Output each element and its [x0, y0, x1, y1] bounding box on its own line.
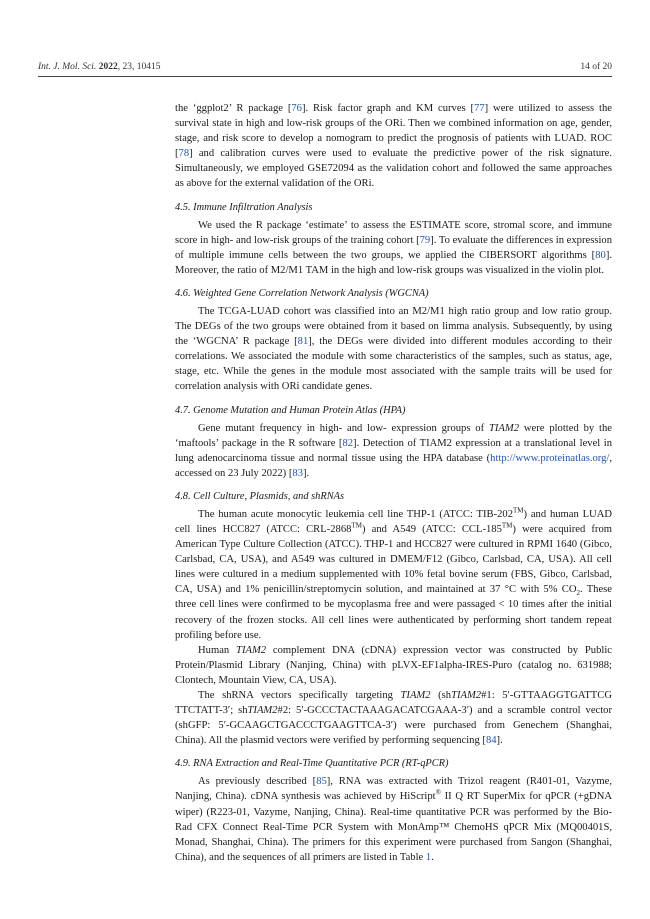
- hpa-url-link[interactable]: http://www.proteinatlas.org/: [490, 452, 610, 464]
- gene-name: TIAM2: [489, 422, 520, 434]
- ref-link[interactable]: 76: [291, 103, 302, 114]
- page-header: [38, 62, 612, 72]
- paragraph-intro: the ‘ggplot2’ R package [76]. Risk factor graph and KM curves [77] were utilized to assess the survival state in high and low-risk groups of the ORi. Then we combined information on age, gender, stage, and risk score to develop a nomogram to predict the prognosis of patients with LUAD. ROC [78] and calibration curves were used to evaluate the predictive power of the risk signature. Simultaneously, we employed GSE72094 as the validation cohort and followed the same approaches as above for the external validation of the ORi.: [175, 103, 612, 190]
- journal-citation: [38, 62, 160, 72]
- journal-year: 2022: [98, 62, 118, 72]
- paragraph-4-8-cells: The human acute monocytic leukemia cell line THP-1 (ATCC: TIB-202™) and human LUAD cell lines HCC827 (ATCC: CRL-2868™) and A549 (ATCC: CCL-185™) were acquired from American Type Culture Collection (ATCC). THP-1 and HCC827 were cultured in RPMI 1640 (Gibco, Carlsbad, CA, USA), and A549 was cultured in DMEM/F12 (Gibco, Carlsbad, CA, USA). All cell lines were cultured in a medium supplemented with 10% fetal bovine serum (FBS, Gibco, Carlsbad, CA, USA) and 1% penicillin/streptomycin solution, and maintained at 37 °C with 5% $CO_2$. These three cell lines were confirmed to be mycoplasma free and were passaged < 10 times after the initial recovery of the frozen stocks. All cell lines were authenticated by performing short tandem repeat profiling before use.: [175, 506, 613, 641]
- article-body: [175, 101, 612, 865]
- ref-link[interactable]: 84: [485, 735, 497, 747]
- section-heading-4-7: 4.7. Genome Mutation and Human Protein Atlas (HPA): [175, 404, 406, 416]
- paragraph-4-8-cdna: Human TIAM2 complement DNA (cDNA) expression vector was constructed by Public Protein/Plasmid Library (Nanjing, China) with pLVX-EF1alpha-IRES-Puro (catalog no. 631988; Clontech, Mountain View, CA, USA).: [175, 644, 612, 686]
- section-heading-4-5: 4.5. Immune Infiltration Analysis: [175, 201, 313, 213]
- ref-link[interactable]: 79: [419, 234, 431, 246]
- paragraph-4-9: As previously described [85], RNA was extracted with Trizol reagent (R401-01, Vazyme, Nanjing, China). cDNA synthesis was achieved by HiScript® II Q RT SuperMix for qPCR (+gDNA wiper) (R223-01, Vazyme, Nanjing, China). Real-time quantitative PCR was performed by the Bio-Rad CFX Connect Real-Time PCR System with MonAmp™ ChemoHS qPCR Mix (MQ00401S, Monad, Shanghai, China). The primers for this experiment were purchased from Sangon (Shanghai, China), and the sequences of all primers are listed in Table 1.: [175, 776, 613, 863]
- ref-link[interactable]: 80: [595, 249, 606, 261]
- header-rule: [38, 76, 612, 77]
- ref-link[interactable]: 82: [342, 437, 354, 449]
- section-heading-4-9: 4.9. RNA Extraction and Real-Time Quantitative PCR (RT-qPCR): [175, 758, 449, 770]
- section-heading-4-6: 4.6. Weighted Gene Correlation Network Analysis (WGCNA): [175, 287, 429, 299]
- section-heading-4-8: 4.8. Cell Culture, Plasmids, and shRNAs: [175, 490, 345, 502]
- paragraph-4-8-shrna: The shRNA vectors specifically targeting TIAM2 (shTIAM2#1: 5′-GTTAAGGTGATTCG TTCTATT-3′; shTIAM2#2: 5′-GCCCTACTAAAGACATCGAAA-3′) and a scramble control vector (shGFP: 5′-GCAAGCTGACCCTGAAGTTCA-3′) were purchased from Genechem (Shanghai, China). All the plasmid vectors were verified by performing sequencing [84].: [175, 690, 612, 747]
- ref-link[interactable]: 81: [297, 336, 309, 348]
- table-link[interactable]: 1: [425, 851, 432, 863]
- page-number: 14 of 20: [580, 62, 612, 72]
- journal-name: Int. J. Mol. Sci.: [38, 62, 97, 72]
- paragraph-4-7: Gene mutant frequency in high- and low- expression groups of TIAM2 were plotted by the ‘maftools’ package in the R software [82]. Detection of TIAM2 expression at a translational level in lung adenocarcinoma tissue and normal tissue using the HPA database (http://www.proteinatlas.org/, accessed on 23 July 2022) [83].: [175, 422, 612, 479]
- paragraph-4-6: The TCGA-LUAD cohort was classified into an M2/M1 high ratio group and low ratio group. The DEGs of the two groups were obtained from it based on limma analysis. Subsequently, by using the ‘WGCNA’ R package [81], the DEGs were divided into different modules according to their correlations. We associated the module with some characteristics of the samples, such as status, age, stage, etc. While the genes in the module most associated with the sample traits will be used for correlation analysis with ORi candidate genes.: [175, 305, 612, 393]
- ref-link[interactable]: 85: [316, 776, 327, 788]
- paragraph-4-5: We used the R package ‘estimate’ to assess the ESTIMATE score, stromal score, and immune score in high- and low-risk groups of the training cohort [79]. To evaluate the differences in expression of multiple immune cells between the two groups, we applied the CIBERSORT algorithms [80]. Moreover, the ratio of M2/M1 TAM in the high and low-risk groups was visualized in the violin plot.: [175, 219, 612, 276]
- ref-link[interactable]: 78: [178, 148, 190, 160]
- ref-link[interactable]: 77: [474, 103, 485, 114]
- gene-name: TIAM2: [236, 644, 267, 656]
- journal-volume: , 23, 10415: [117, 62, 161, 72]
- ref-link[interactable]: 83: [292, 467, 303, 479]
